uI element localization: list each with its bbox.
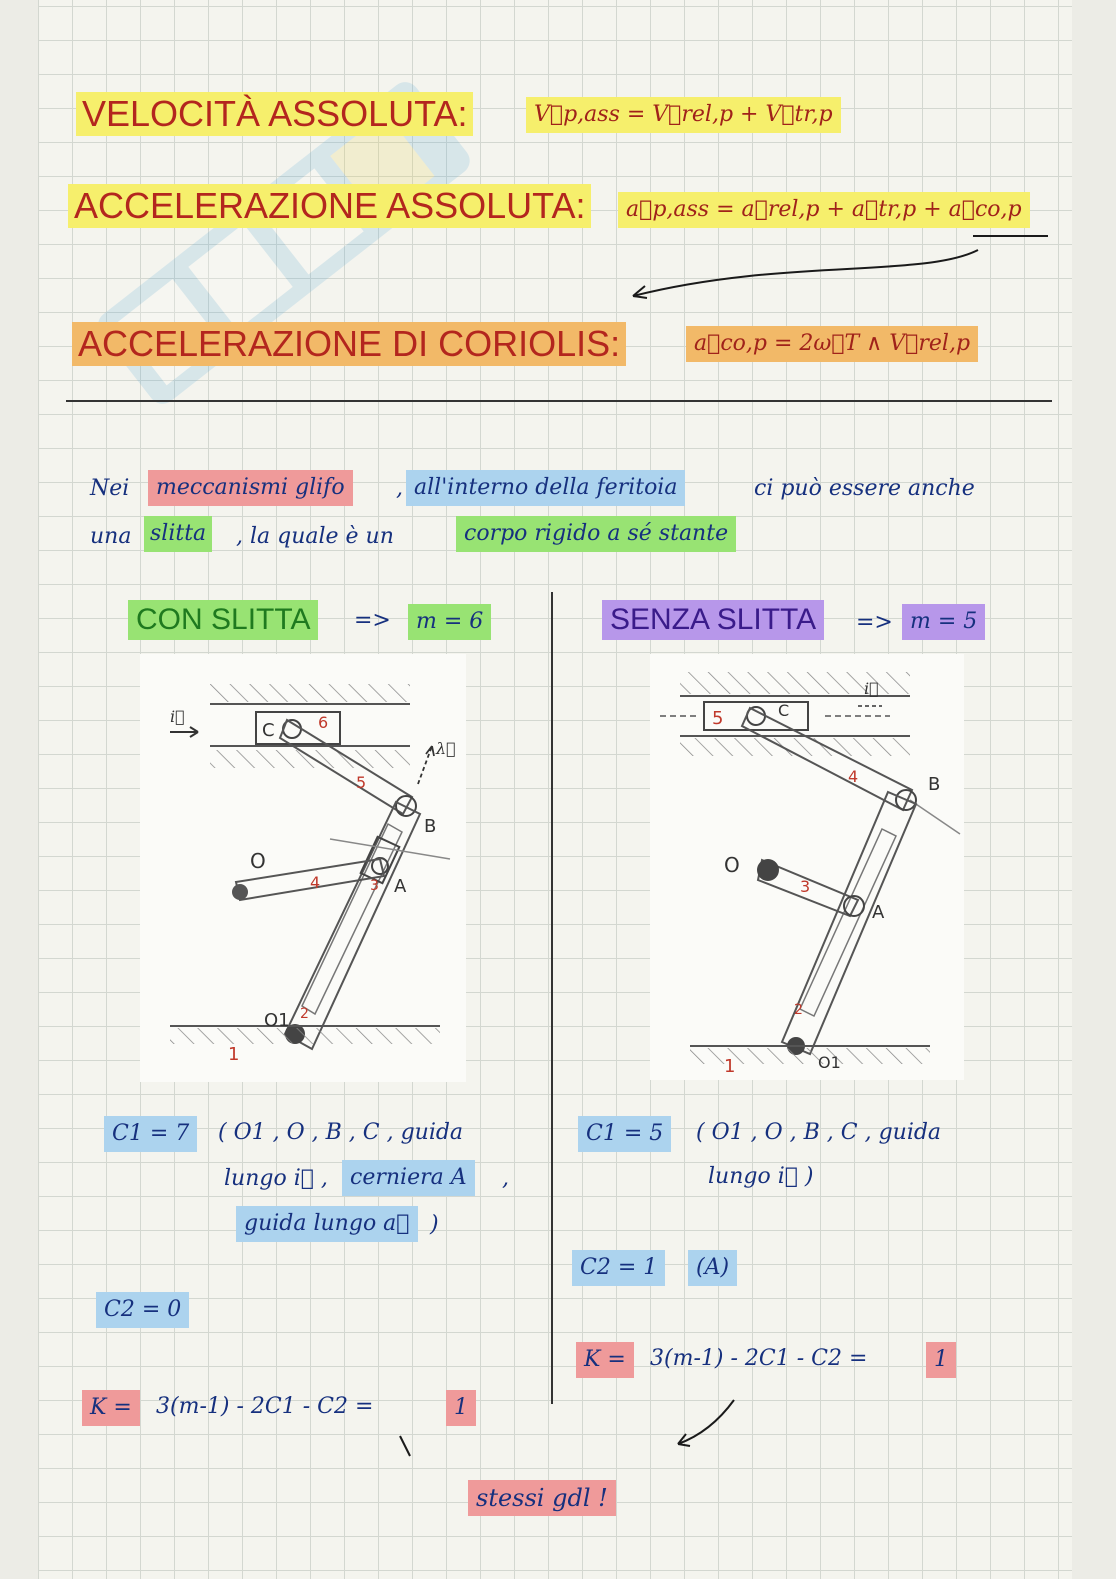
m-value-con-slitta: m = 6 xyxy=(408,604,491,640)
fig-label-3: 3 xyxy=(370,878,379,894)
m-value-senza-slitta: m = 5 xyxy=(902,604,985,640)
fig-label-i: i⃗ xyxy=(170,707,185,726)
k-value-senza-slitta: 1 xyxy=(926,1342,956,1378)
fig2-label-1: 1 xyxy=(724,1056,736,1077)
intro-comma: , xyxy=(396,476,403,501)
c1-senza-slitta-list-line2: lungo i⃗ ) xyxy=(708,1164,814,1189)
converging-arrows xyxy=(378,1396,738,1466)
c1-senza-slitta-list-line1: ( O1 , O , B , C , guida xyxy=(696,1120,942,1145)
equation-accelerazione-assoluta: a⃗p,ass = a⃗rel,p + a⃗tr,p + a⃗co,p xyxy=(618,192,1030,228)
intro-word-una: una xyxy=(90,524,132,549)
mechanism-figure-con-slitta xyxy=(140,654,466,1082)
fig-label-c: C xyxy=(262,720,275,741)
c2-senza-slitta-value: (A) xyxy=(688,1250,737,1286)
fig-label-o: O xyxy=(250,849,266,873)
c1-comma: , xyxy=(502,1166,509,1191)
title-velocita-assoluta: VELOCITÀ ASSOLUTA: xyxy=(76,92,473,136)
fig2-label-b: B xyxy=(928,774,941,795)
intro-ci-puo-essere: ci può essere anche xyxy=(754,476,975,501)
vertical-divider xyxy=(551,592,553,1404)
fig2-label-5: 5 xyxy=(712,708,724,729)
equation-coriolis: a⃗co,p = 2ω⃗T ∧ V⃗rel,p xyxy=(686,326,978,362)
implies-arrow-right: => xyxy=(856,610,893,635)
fig-label-4: 4 xyxy=(310,873,321,892)
fig2-label-i: i⃗ xyxy=(864,679,879,698)
c1-senza-slitta: C1 = 5 xyxy=(578,1116,671,1152)
fig2-label-a: A xyxy=(872,902,885,923)
c1-close-paren: ) xyxy=(430,1212,439,1237)
c1-guida-lungo-a: guida lungo a⃗ xyxy=(236,1206,418,1242)
c2-senza-slitta: C2 = 1 xyxy=(572,1250,665,1286)
c1-con-slitta-list-line1: ( O1 , O , B , C , guida xyxy=(218,1120,464,1145)
fig-label-5: 5 xyxy=(356,773,367,792)
k-label-con-slitta: K = xyxy=(82,1390,140,1426)
fig-label-6: 6 xyxy=(318,713,329,732)
fig2-label-3: 3 xyxy=(800,877,811,896)
notebook-page xyxy=(38,0,1072,1579)
title-accelerazione-assoluta: ACCELERAZIONE ASSOLUTA: xyxy=(68,184,591,228)
c2-con-slitta: C2 = 0 xyxy=(96,1292,189,1328)
implies-arrow-left: => xyxy=(354,608,391,633)
horizontal-divider xyxy=(66,400,1052,402)
fig-label-2: 2 xyxy=(300,1006,309,1022)
fig2-label-2: 2 xyxy=(794,1002,803,1018)
fig-label-1: 1 xyxy=(228,1044,240,1065)
intro-la-quale: , la quale è un xyxy=(236,524,394,549)
conclusion-stessi-gdl: stessi gdl ! xyxy=(468,1480,616,1516)
c1-con-slitta: C1 = 7 xyxy=(104,1116,197,1152)
equation-velocita-assoluta: V⃗p,ass = V⃗rel,p + V⃗tr,p xyxy=(526,97,841,133)
fig2-label-4: 4 xyxy=(848,767,859,786)
fig-label-lambda: λ⃗ xyxy=(436,739,456,758)
curved-arrow-coriolis xyxy=(623,228,1063,303)
intro-corpo-rigido: corpo rigido a sé stante xyxy=(456,516,736,552)
c1-cerniera-a: cerniera A xyxy=(342,1160,475,1196)
k-label-senza-slitta: K = xyxy=(576,1342,634,1378)
mechanism-figure-senza-slitta xyxy=(650,654,964,1080)
fig-label-a: A xyxy=(394,876,407,897)
intro-word-nei: Nei xyxy=(90,476,130,501)
intro-interno-feritoia: all'interno della feritoia xyxy=(406,470,685,506)
fig2-label-c: C xyxy=(778,701,790,720)
heading-senza-slitta: SENZA SLITTA xyxy=(602,600,824,640)
k-value-con-slitta: 1 xyxy=(446,1390,476,1426)
heading-con-slitta: CON SLITTA xyxy=(128,600,318,640)
fig2-label-o: O xyxy=(724,853,740,877)
intro-slitta: slitta xyxy=(144,516,212,552)
k-formula-senza-slitta: 3(m-1) - 2C1 - C2 = xyxy=(650,1346,868,1371)
c1-con-slitta-list-line2: lungo i⃗ , xyxy=(224,1166,328,1191)
fig-label-o1: O1 xyxy=(264,1010,290,1031)
k-formula-con-slitta: 3(m-1) - 2C1 - C2 = xyxy=(156,1394,374,1419)
intro-meccanismi-glifo: meccanismi glifo xyxy=(148,470,353,506)
title-accelerazione-coriolis: ACCELERAZIONE DI CORIOLIS: xyxy=(72,322,626,366)
fig2-label-o1: O1 xyxy=(818,1053,841,1072)
fig-label-b: B xyxy=(424,816,437,837)
